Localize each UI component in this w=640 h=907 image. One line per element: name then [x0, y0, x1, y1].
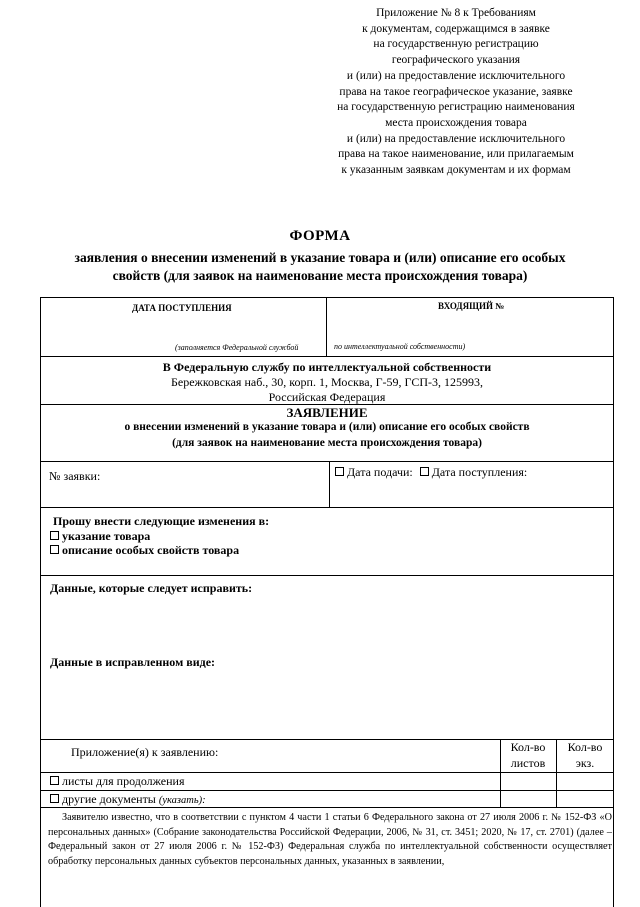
- appendix-line: на государственную регистрацию наименования: [337, 101, 575, 114]
- attachments-label: Приложение(я) к заявлению:: [71, 745, 219, 759]
- request-option-label: указание товара: [62, 529, 151, 543]
- form-subtitle-line: свойств (для заявок на наименование места происхождения товара): [112, 268, 528, 283]
- receipt-date-label: ДАТА ПОСТУПЛЕНИЯ: [132, 303, 232, 313]
- column-header-line: Кол-во: [510, 740, 546, 754]
- attachment-item-hint: (указать):: [158, 795, 206, 806]
- divider: [40, 807, 614, 808]
- dates-row: [335, 465, 527, 480]
- divider: [40, 507, 614, 508]
- personal-data-notice: Заявителю известно, что в соответствии с пунктом 4 части 1 статьи 6 Федерального закона от 27 июля 2006 г. № 152-ФЗ «О персональных данных» (Собрание законодательства Российской Федерации, 2006, № 31, ст. 3451; 2020, № 17, ст. 2701) (далее – Федеральный закон от 27 июля 2006 г. № 152-ФЗ) Федеральная служба по интеллектуальной собственности осуществляет обработку персональных данных субъектов персональных данных, указанных в заявлении,: [48, 812, 612, 867]
- attachment-item-label: листы для продолжения: [62, 774, 185, 788]
- divider: [40, 772, 614, 773]
- corrected-data-label: Данные в исправленном виде:: [50, 655, 216, 669]
- divider: [40, 356, 614, 357]
- filing-date-checkbox[interactable]: [335, 467, 344, 476]
- filing-date-label: Дата подачи:: [347, 465, 413, 479]
- appendix-line: к указанным заявкам документам и их формам: [341, 164, 571, 177]
- statement-title: ЗАЯВЛЕНИЕ: [286, 405, 368, 420]
- statement-line: о внесении изменений в указание товара и (или) описание его особых свойств: [124, 421, 530, 433]
- sheets-column-header: [500, 739, 556, 771]
- incoming-number-label: ВХОДЯЩИЙ №: [438, 301, 505, 311]
- request-option-goods: [50, 529, 150, 544]
- attachment-item-continuation: [50, 774, 185, 789]
- addressee-address: Бережковская наб., 30, корп. 1, Москва, Г-59, ГСП-3, 125993,: [170, 375, 483, 389]
- column-header-line: листов: [510, 756, 546, 770]
- appendix-line: на государственную регистрацию: [373, 38, 539, 51]
- properties-checkbox[interactable]: [50, 545, 59, 554]
- appendix-line: права на такое географическое указание, заявке: [339, 85, 573, 98]
- goods-checkbox[interactable]: [50, 531, 59, 540]
- divider: [40, 461, 614, 462]
- addressee-office: В Федеральную службу по интеллектуальной собственности: [162, 360, 492, 374]
- column-header-line: Кол-во: [567, 740, 603, 754]
- request-option-properties: [50, 543, 239, 558]
- request-title: Прошу внести следующие изменения в:: [53, 514, 270, 528]
- attachment-item-label: другие документы: [62, 792, 156, 806]
- receipt-date-label: Дата поступления:: [431, 465, 528, 479]
- appendix-line: и (или) на предоставление исключительного: [346, 69, 566, 82]
- appendix-line: права на такое наименование, или прилагаемым: [338, 148, 574, 161]
- divider: [40, 575, 614, 576]
- appendix-line: Приложение № 8 к Требованиям: [376, 7, 536, 19]
- form-subtitle-line: заявления о внесении изменений в указание товара и (или) описание его особых: [74, 250, 566, 265]
- ip-service-note: по интеллектуальной собственности): [334, 342, 466, 351]
- receipt-date-checkbox[interactable]: [420, 467, 429, 476]
- data-to-correct-label: Данные, которые следует исправить:: [50, 581, 253, 595]
- divider: [329, 461, 330, 507]
- form-title: ФОРМА: [289, 228, 351, 244]
- copies-column-header: [556, 739, 614, 771]
- appendix-line: географического указания: [391, 54, 521, 67]
- application-number-label: № заявки:: [49, 469, 101, 483]
- column-header-line: экз.: [575, 756, 595, 770]
- addressee-country: Российская Федерация: [268, 390, 386, 404]
- header-divider: [326, 298, 327, 356]
- form-subtitle: [20, 249, 620, 285]
- filled-by-service-note: (заполняется Федеральной службой: [175, 343, 299, 352]
- request-option-label: описание особых свойств товара: [62, 543, 240, 557]
- continuation-sheets-checkbox[interactable]: [50, 776, 59, 785]
- appendix-line: к документам, содержащимся в заявке: [362, 22, 550, 35]
- appendix-line: и (или) на предоставление исключительного: [346, 132, 566, 145]
- other-documents-checkbox[interactable]: [50, 794, 59, 803]
- appendix-note: [296, 6, 616, 179]
- appendix-line: места происхождения товара: [385, 116, 527, 129]
- attachment-item-other: [50, 792, 206, 807]
- statement-line: (для заявок на наименование места происхождения товара): [172, 437, 482, 449]
- divider: [40, 790, 614, 791]
